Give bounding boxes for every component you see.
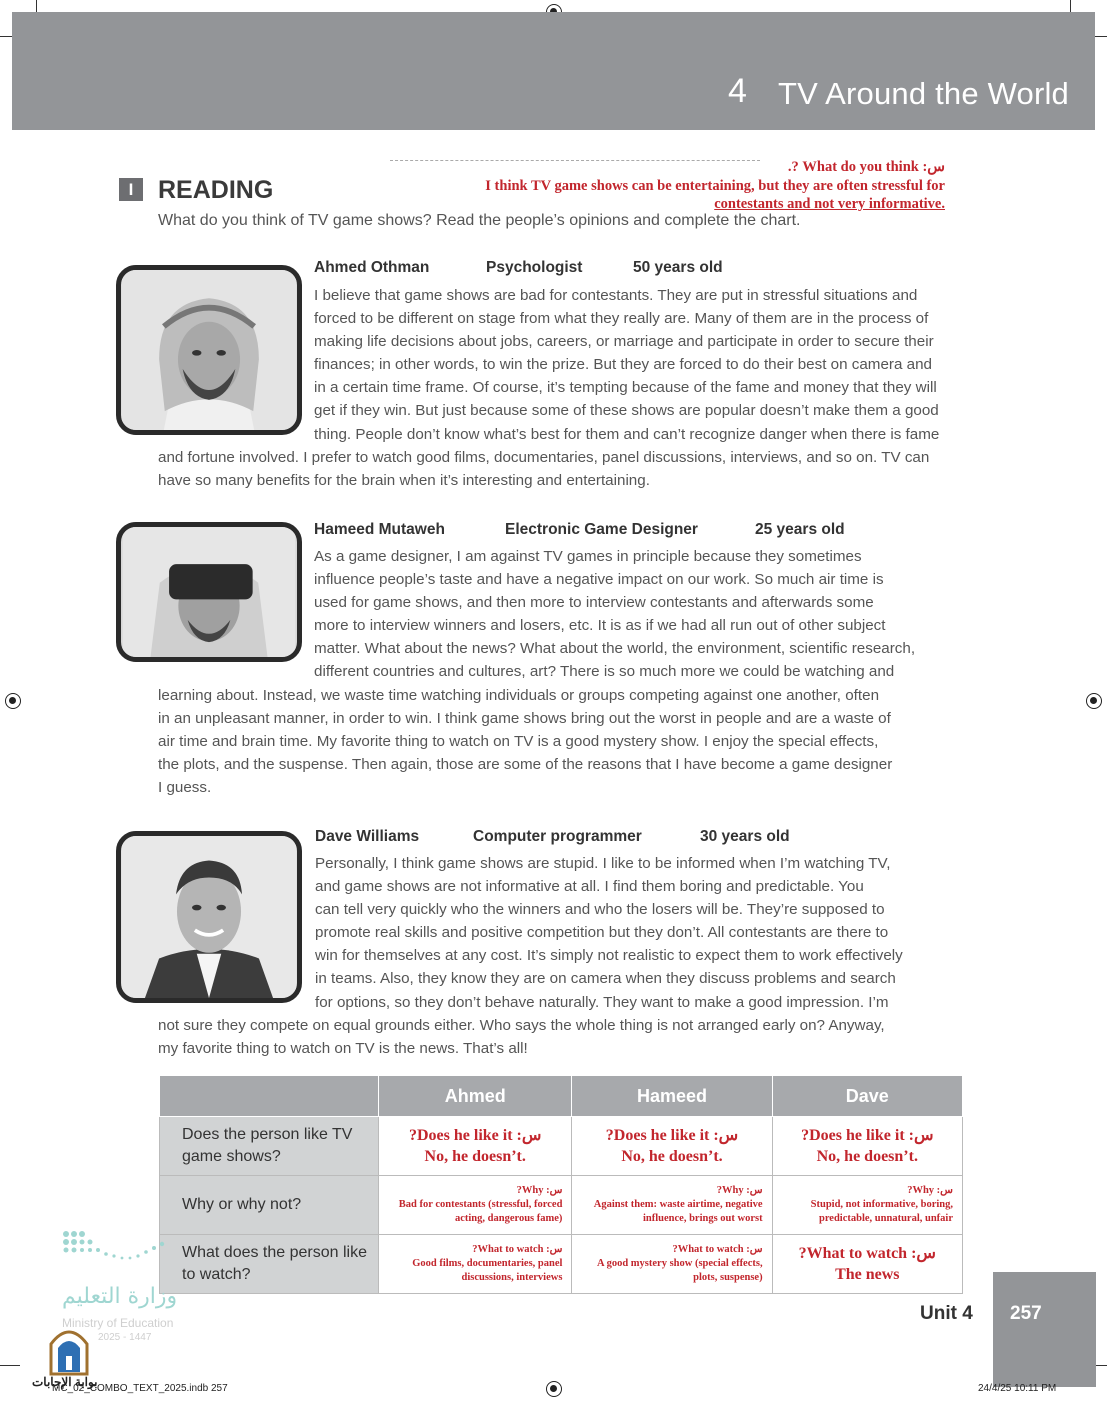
handwritten-answer-note bbox=[400, 158, 945, 214]
cell-answer: No, he doesn’t. bbox=[424, 1148, 526, 1165]
cell-answer: Against them: waste airtime, negative influence, brings out worst bbox=[593, 1199, 763, 1224]
portal-name: بوابة الإجابات bbox=[32, 1375, 98, 1389]
text-line: used for game shows, and then more to interview contestants and afterwards some bbox=[314, 594, 874, 612]
unit-title: TV Around the World bbox=[778, 76, 1069, 111]
cell-answer: No, he doesn’t. bbox=[621, 1148, 723, 1165]
dave-name: Dave Williams bbox=[315, 828, 420, 845]
chart-header-blank bbox=[160, 1076, 379, 1117]
text-line: in an unpleasant manner, in order to win. I think game shows bring out the worst in people and are a waste of bbox=[158, 709, 891, 727]
ministry-year: 2025 - 1447 bbox=[98, 1332, 152, 1343]
cell-question: س: Why? bbox=[716, 1185, 763, 1196]
ahmed-job: Psychologist bbox=[486, 259, 583, 276]
text-line: I believe that game shows are bad for contestants. They are put in stressful situations and bbox=[314, 287, 918, 304]
text-line: and fortune involved. I prefer to watch good films, documentaries, panel discussions, interviews, and so on. TV can bbox=[158, 448, 930, 466]
answer-cell bbox=[379, 1117, 572, 1176]
text-line: more to interview winners and losers, etc. It is as if we had all run out of other subject bbox=[314, 617, 886, 635]
portal-logo-icon bbox=[48, 1326, 90, 1376]
text-line: air time and brain time. My favorite thing to watch on TV is a good mystery show. I enjoy the special effects, bbox=[158, 732, 879, 750]
ministry-dots-logo bbox=[62, 1230, 182, 1270]
crop-mark bbox=[0, 1365, 20, 1366]
print-timestamp: 24/4/25 10:11 PM bbox=[978, 1383, 1057, 1394]
cell-question: س: Does he like it? bbox=[605, 1127, 739, 1144]
text-line: get if they win. But just because some of these shows are popular doesn’t make them a good bbox=[314, 402, 939, 420]
text-line: thing. People don’t know what’s best for them and can’t recognize danger when there is fame bbox=[314, 425, 940, 443]
text-line: for options, so they don’t behave naturally. They want to make a good impression. I’m bbox=[315, 993, 889, 1011]
chart-row bbox=[160, 1235, 963, 1294]
text-line: learning about. Instead, we waste time watching individuals or groups competing against one another, often bbox=[158, 686, 880, 704]
chart-question: What does the person like to watch? bbox=[160, 1235, 379, 1294]
dave-job: Computer programmer bbox=[473, 828, 642, 845]
dave-opinion bbox=[158, 852, 903, 1060]
hameed-photo bbox=[116, 522, 302, 662]
print-slug: MC_02_COMBO_TEXT_2025.indb 257 bbox=[52, 1383, 228, 1394]
chart-row bbox=[160, 1117, 963, 1176]
answer-cell bbox=[572, 1117, 772, 1176]
cell-answer: No, he doesn’t. bbox=[816, 1148, 918, 1165]
cell-answer: The news bbox=[835, 1266, 900, 1283]
section-badge: I bbox=[119, 178, 143, 201]
ahmed-photo bbox=[116, 265, 302, 435]
page-number-box bbox=[993, 1272, 1096, 1387]
cell-question: س: What to watch? bbox=[472, 1244, 563, 1255]
chart-header-ahmed: Ahmed bbox=[379, 1076, 572, 1117]
text-line: not sure they compete on equal grounds either. Who says the whole thing is not arranged early on? Anyway, bbox=[158, 1016, 885, 1034]
page-number: 257 bbox=[1010, 1303, 1042, 1324]
cell-question: س: Why? bbox=[907, 1185, 953, 1196]
text-line: I guess. bbox=[158, 778, 212, 796]
chart-header-hameed: Hameed bbox=[572, 1076, 772, 1117]
answer-note-question: س: What do you think ?. bbox=[787, 159, 945, 175]
text-line: influence people’s taste and have a negative impact on our work. So much air time is bbox=[314, 571, 884, 589]
hameed-job: Electronic Game Designer bbox=[505, 521, 698, 538]
text-line: As a game designer, I am against TV games in principle because they sometimes bbox=[314, 548, 862, 565]
ahmed-name: Ahmed Othman bbox=[314, 259, 430, 276]
ahmed-age: 50 years old bbox=[633, 259, 723, 276]
text-line: finances; in other words, to win the prize. But they are forced to do their best on camera and bbox=[314, 356, 932, 374]
text-line: my favorite thing to watch on TV is the news. That’s all! bbox=[158, 1039, 528, 1057]
text-line: Personally, I think game shows are stupid. I like to be informed when I’m watching TV, bbox=[315, 855, 891, 872]
chart-header-row bbox=[160, 1076, 963, 1117]
ministry-english-name: Ministry of Education bbox=[62, 1316, 174, 1330]
section-instructions: What do you think of TV game shows? Read the people’s opinions and complete the chart. bbox=[158, 212, 801, 229]
unit-header-band bbox=[12, 12, 1095, 130]
text-line: the plots, and the suspense. Then again, those are some of the reasons that I have become a game designer bbox=[158, 755, 893, 773]
answer-note-line-1: I think TV game shows can be entertaining, but they are often stressful for bbox=[485, 177, 945, 194]
cell-question: س: Does he like it? bbox=[409, 1127, 542, 1144]
text-line: and game shows are not informative at all. I find them boring and predictable. You bbox=[315, 878, 864, 896]
answer-cell bbox=[772, 1176, 962, 1235]
cell-answer: Good films, documentaries, panel discussions, interviews bbox=[412, 1258, 563, 1283]
answer-cell bbox=[772, 1117, 962, 1176]
text-line: in teams. Also, they know they are on camera when they discuss problems and search bbox=[315, 970, 896, 988]
cell-question: س: Why? bbox=[516, 1185, 563, 1196]
dave-age: 30 years old bbox=[700, 828, 790, 845]
chart-question: Why or why not? bbox=[160, 1176, 379, 1235]
text-line: promote real skills and positive competition but they don’t. All contestants are there to bbox=[315, 924, 889, 942]
text-line: different countries and cultures, art? There is so much more we could be watching and bbox=[314, 663, 895, 681]
answer-cell bbox=[379, 1176, 572, 1235]
opinion-chart bbox=[159, 1075, 963, 1294]
text-line: matter. What about the news? What about the world, the environment, scientific research, bbox=[314, 640, 916, 658]
cell-answer: Bad for contestants (stressful, forced acting, dangerous fame) bbox=[398, 1199, 563, 1224]
text-line: win for themselves at any cost. It’s simply not realistic to expect them to work effectively bbox=[315, 947, 903, 965]
answer-cell bbox=[379, 1235, 572, 1294]
answer-note-line-2: contestants and not very informative. bbox=[714, 196, 945, 212]
answer-cell bbox=[772, 1235, 962, 1294]
text-line: making life decisions about jobs, careers, or marriage and participate in order to secure their bbox=[314, 333, 934, 351]
cell-answer: Stupid, not informative, boring, predictable, unnatural, unfair bbox=[810, 1199, 953, 1224]
dave-photo bbox=[116, 831, 302, 1003]
text-line: have so many benefits for the brain when it’s interesting and entertaining. bbox=[158, 471, 650, 489]
chart-row bbox=[160, 1176, 963, 1235]
cell-question: س: Does he like it? bbox=[801, 1127, 934, 1144]
section-title: READING bbox=[158, 176, 274, 204]
chart-header-dave: Dave bbox=[772, 1076, 962, 1117]
text-line: in a certain time frame. Of course, it’s tempting because of the fame and money that they will bbox=[314, 379, 937, 397]
text-line: can tell very quickly who the winners and who the losers will be. They’re supposed to bbox=[315, 901, 885, 919]
registration-mark bbox=[5, 693, 21, 709]
hameed-age: 25 years old bbox=[755, 521, 845, 538]
cell-question: س: What to watch? bbox=[672, 1244, 763, 1255]
ministry-arabic-name: وزارة التعليم bbox=[62, 1284, 178, 1309]
text-line: forced to be different on stage from what they really are. Many of them are in the process of bbox=[314, 310, 929, 328]
hameed-opinion bbox=[158, 545, 916, 799]
answer-cell bbox=[572, 1235, 772, 1294]
registration-mark bbox=[1086, 693, 1102, 709]
cell-answer: A good mystery show (special effects, plots, suspense) bbox=[596, 1258, 763, 1283]
ahmed-opinion bbox=[158, 284, 940, 492]
unit-number: 4 bbox=[728, 72, 747, 110]
unit-label: Unit 4 bbox=[920, 1303, 973, 1324]
answer-cell bbox=[572, 1176, 772, 1235]
cell-question: س: What to watch? bbox=[798, 1245, 936, 1262]
registration-mark bbox=[546, 1381, 562, 1397]
chart-question: Does the person like TV game shows? bbox=[160, 1117, 379, 1176]
hameed-name: Hameed Mutaweh bbox=[314, 521, 445, 538]
